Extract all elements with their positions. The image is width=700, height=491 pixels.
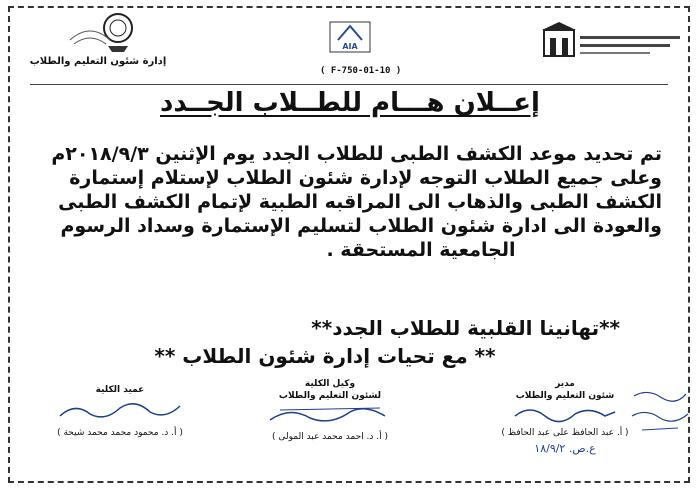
academy-building-logo-icon: [542, 20, 682, 64]
signature-vice-dean: [250, 378, 410, 442]
body-line: الكشف الطبى والذهاب الى المراقبه الطبية لإتمام الكشف الطبى: [58, 191, 662, 213]
announcement-title: إعــلان هـــام للطــلاب الجــدد: [160, 88, 540, 118]
signature-role: شئون التعليم والطلاب: [515, 391, 615, 401]
body-line: الجامعية المستحقة .: [326, 239, 516, 261]
signature-role: مدير: [555, 379, 575, 389]
body-line: تم تحديد موعد الكشف الطبى للطلاب الجدد يوم الإثنين ٢٠١٨/٩/٣م: [51, 143, 662, 165]
signature-handwritten-date: ع.ص. ١٨/٩/٢: [534, 442, 596, 455]
aia-logo-text: AIA: [342, 42, 358, 51]
handwritten-signature-icon: [260, 402, 400, 428]
signature-name: ( أ. د. محمود محمد محمد شيحة ): [57, 428, 183, 438]
form-code: ( F-750-01-10 ): [320, 66, 402, 76]
regards-line: ** مع تحيات إدارة شئون الطلاب **: [154, 344, 496, 368]
announcement-body: [40, 142, 662, 262]
signature-role: عميد الكلية: [95, 385, 145, 395]
signature-name: ( أ. د. احمد محمد عبد المولى ): [272, 432, 388, 442]
department-name: إدارة شئون التعليم والطلاب: [29, 56, 167, 67]
header-divider: [30, 84, 668, 85]
signature-name: ( أ. عبد الحافظ على عبد الحافظ ): [501, 428, 629, 438]
body-line: وعلى جميع الطلاب التوجه لإدارة شئون الطلاب لإستلام إستمارة: [69, 167, 662, 189]
signature-role: لشئون التعليم والطلاب: [278, 391, 382, 401]
body-line: والعودة الى ادارة شئون الطلاب لتسليم الإستمارة وسداد الرسوم: [60, 215, 662, 237]
signature-director: [500, 378, 630, 455]
aia-accreditation-logo-icon: [328, 20, 372, 54]
signature-dean: [40, 384, 200, 438]
official-stamp-icon: [628, 386, 692, 436]
handwritten-signature-icon: [510, 402, 620, 424]
handwritten-signature-icon: [50, 396, 190, 424]
signature-role: وكيل الكلية: [304, 379, 356, 389]
congratulations-line: **تهانينا القلبية للطلاب الجدد**: [311, 316, 620, 340]
